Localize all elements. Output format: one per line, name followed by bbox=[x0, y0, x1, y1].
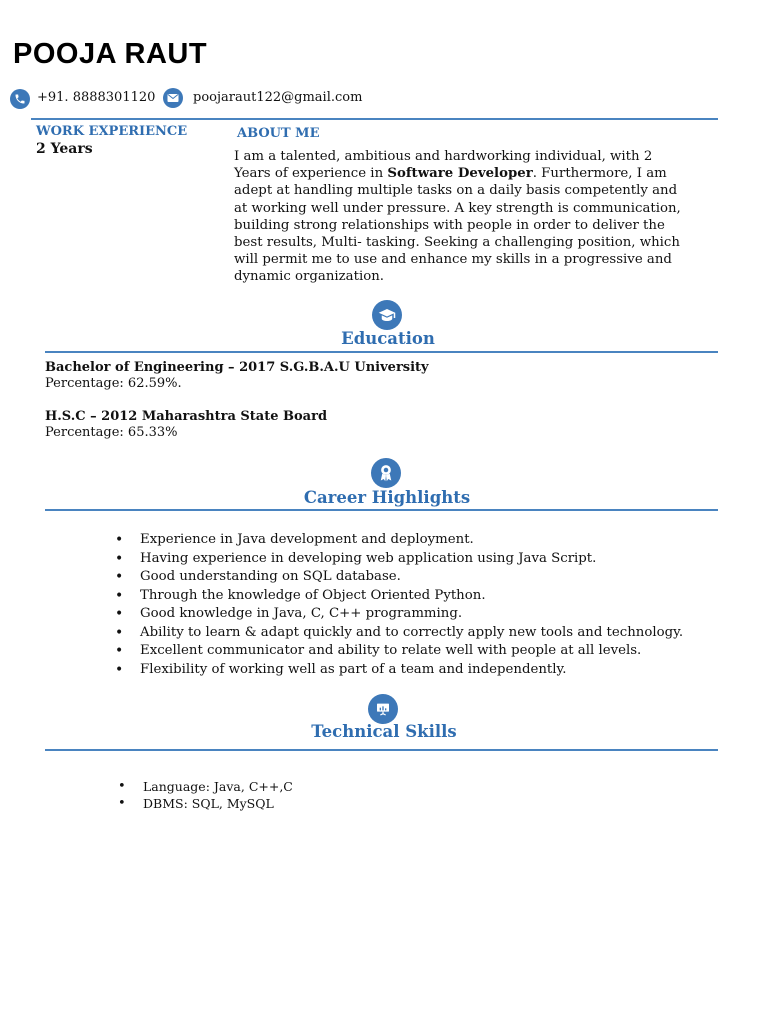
career-highlights-title: Career Highlights bbox=[303, 488, 471, 507]
list-item: • Ability to learn & adapt quickly and to correctly apply new tools and technology. bbox=[118, 624, 718, 643]
work-experience-years: 2 Years bbox=[36, 141, 93, 157]
education-percentage: Percentage: 62.59%. bbox=[45, 376, 182, 391]
graduation-cap-icon bbox=[372, 300, 402, 330]
education-degree: H.S.C – 2012 Maharashtra State Board bbox=[45, 409, 328, 424]
list-item: • Language: Java, C++,C bbox=[118, 779, 518, 796]
about-me-label: ABOUT ME bbox=[237, 126, 320, 141]
award-ribbon-icon bbox=[371, 458, 401, 488]
list-item: • DBMS: SQL, MySQL bbox=[118, 796, 518, 813]
list-item: • Experience in Java development and deployment. bbox=[118, 531, 718, 550]
email-address[interactable]: poojaraut122@gmail.com bbox=[193, 90, 363, 105]
envelope-icon bbox=[163, 88, 183, 108]
list-item: • Having experience in developing web application using Java Script. bbox=[118, 550, 718, 569]
list-item: • Excellent communicator and ability to relate well with people at all levels. bbox=[118, 642, 718, 661]
phone-icon bbox=[10, 89, 30, 109]
technical-skills-list bbox=[118, 779, 518, 812]
education-degree: Bachelor of Engineering – 2017 S.G.B.A.U University bbox=[45, 360, 429, 375]
header-divider bbox=[31, 118, 718, 120]
career-highlights-list bbox=[118, 531, 718, 679]
list-item: • Good understanding on SQL database. bbox=[118, 568, 718, 587]
list-item: • Good knowledge in Java, C, C++ programming. bbox=[118, 605, 718, 624]
work-experience-label: WORK EXPERIENCE bbox=[36, 124, 188, 139]
skills-divider bbox=[45, 749, 718, 751]
list-item: • Flexibility of working well as part of a team and independently. bbox=[118, 661, 718, 680]
technical-skills-title: Technical Skills bbox=[311, 722, 457, 741]
phone-number: +91. 8888301120 bbox=[37, 90, 156, 105]
list-item: • Through the knowledge of Object Oriented Python. bbox=[118, 587, 718, 606]
career-divider bbox=[45, 509, 718, 511]
presentation-board-icon bbox=[368, 694, 398, 724]
candidate-name: POOJA RAUT bbox=[13, 38, 208, 70]
education-percentage: Percentage: 65.33% bbox=[45, 425, 178, 440]
about-me-text: I am a talented, ambitious and hardworking individual, with 2 Years of experience in Software Developer. Furthermore, I am adept at handling multiple tasks on a daily basis competently and at working well under pressure. A key strength is communication, building strong relationships with people in order to deliver the best results, Multi- tasking. Seeking a challenging position, which will permit me to use and enhance my skills in a progressive and dynamic organization. bbox=[234, 149, 681, 285]
education-title: Education bbox=[341, 329, 435, 348]
education-divider bbox=[45, 351, 718, 353]
